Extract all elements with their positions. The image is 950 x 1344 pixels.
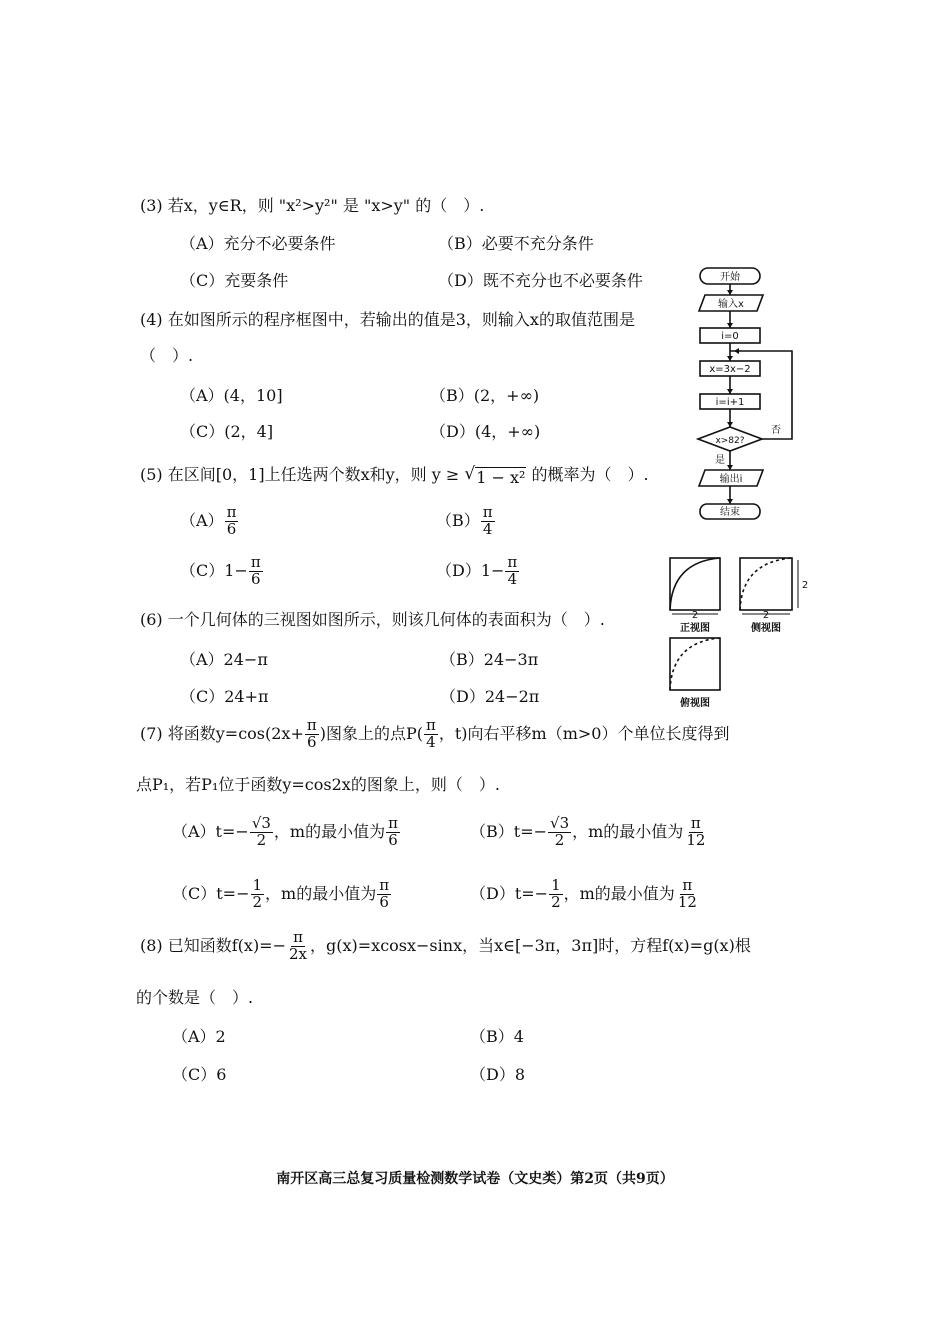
q4-option-b: （B）(2，+∞) (430, 386, 540, 405)
page-footer: 南开区高三总复习质量检测数学试卷（文史类）第2页（共9页） (276, 1171, 674, 1187)
q5-option-d: （D）1− $\frac{\pi}{4}$ (436, 553, 518, 588)
q7-option-a: （A）t=− $\frac{√3}{2}$ ，m的最小值为 $\frac{\pi}{6}$ (172, 814, 398, 849)
q5-option-c: （C）1− $\frac{\pi}{6}$ (180, 553, 261, 588)
q3-option-b: （B）必要不充分条件 (438, 234, 594, 253)
q6-stem: (6) 一个几何体的三视图如图所示，则该几何体的表面积为（ ）. (140, 610, 605, 629)
q6-option-c: （C）24+π (180, 687, 269, 706)
q7-option-d: （D）t=− $\frac{1}{2}$ ，m的最小值为 $\frac{\pi}{12}$ (470, 876, 697, 911)
q4-option-a: （A）(4，10] (180, 386, 283, 405)
q5-stem: (5) 在区间[0，1]上任选两个数x和y，则 y ≥ √ 1 − x² 的概率为（ ）. (140, 464, 649, 487)
q5-sqrt: √ 1 − x² (464, 464, 526, 487)
flowchart-cond-text: x>82? (715, 436, 745, 446)
side-view-width-dimension: 2 (762, 610, 770, 621)
front-view-dimension: 2 (691, 610, 699, 621)
top-view (670, 638, 720, 690)
q8-option-c: （C）6 (172, 1065, 227, 1084)
side-view-height-dimension: 2 (801, 580, 809, 591)
q4-stem-2: （ ）. (140, 346, 194, 365)
flowchart-assign-text: x=3x−2 (709, 364, 751, 375)
flowchart-yes-label: 是 (715, 455, 725, 466)
q3-option-a: （A）充分不必要条件 (180, 234, 336, 253)
q4-option-c: （C）(2，4] (180, 422, 274, 441)
q7-stem-2: 点P₁，若P₁位于函数y=cos2x的图象上，则（ ）. (136, 775, 500, 794)
q4-stem: (4) 在如图所示的程序框图中，若输出的值是3，则输入x的取值范围是 (140, 310, 635, 329)
q5-option-a: （A） $\frac{\pi}{6}$ (180, 503, 237, 538)
top-view-label: 俯视图 (680, 698, 710, 709)
side-view (740, 558, 792, 610)
q3-option-c: （C）充要条件 (180, 271, 289, 290)
q5-option-b: （B） $\frac{\pi}{4}$ (436, 503, 493, 538)
q6-option-a: （A）24−π (180, 650, 268, 669)
flowchart-end-text: 结束 (720, 507, 740, 518)
q8-option-d: （D）8 (470, 1065, 526, 1084)
q8-stem: (8) 已知函数f(x)=− $\frac{\pi}{2x}$ ，g(x)=xcosx−sinx，当x∈[−3π，3π]时，方程f(x)=g(x)根 (140, 928, 751, 963)
three-views-figure (660, 554, 810, 714)
q7-option-b: （B）t=− $\frac{√3}{2}$ ，m的最小值为 $\frac{\pi}{12}$ (470, 814, 706, 849)
flowchart-start-text: 开始 (720, 272, 740, 283)
q4-option-d: （D）(4，+∞) (430, 422, 541, 441)
q8-option-b: （B）4 (470, 1027, 524, 1046)
q8-stem-2: 的个数是（ ）. (136, 988, 254, 1007)
q3-stem: (3) 若x，y∈R，则 "x²>y²" 是 "x>y" 的（ ）. (140, 196, 485, 215)
flowchart-init-text: i=0 (721, 331, 739, 342)
side-view-label: 侧视图 (751, 623, 781, 634)
front-view (670, 558, 720, 610)
q8-option-a: （A）2 (172, 1027, 226, 1046)
flowchart-no-label: 否 (771, 425, 781, 436)
flowchart-output-text: 输出i (719, 474, 743, 485)
q6-option-d: （D）24−2π (440, 687, 540, 706)
q6-option-b: （B）24−3π (440, 650, 539, 669)
q7-stem: (7) 将函数y=cos(2x+ $\frac{\pi}{6}$ )图象上的点P( $\frac{\pi}{4}$ ，t)向右平移m（m>0）个单位长度得到 (140, 716, 730, 751)
flowchart (690, 262, 800, 524)
flowchart-input-text: 输入x (718, 299, 744, 310)
flowchart-incr-text: i=i+1 (715, 397, 745, 408)
q3-option-d: （D）既不充分也不必要条件 (438, 271, 643, 290)
front-view-label: 正视图 (680, 623, 710, 634)
q7-option-c: （C）t=− $\frac{1}{2}$ ，m的最小值为 $\frac{\pi}{6}$ (172, 876, 390, 911)
